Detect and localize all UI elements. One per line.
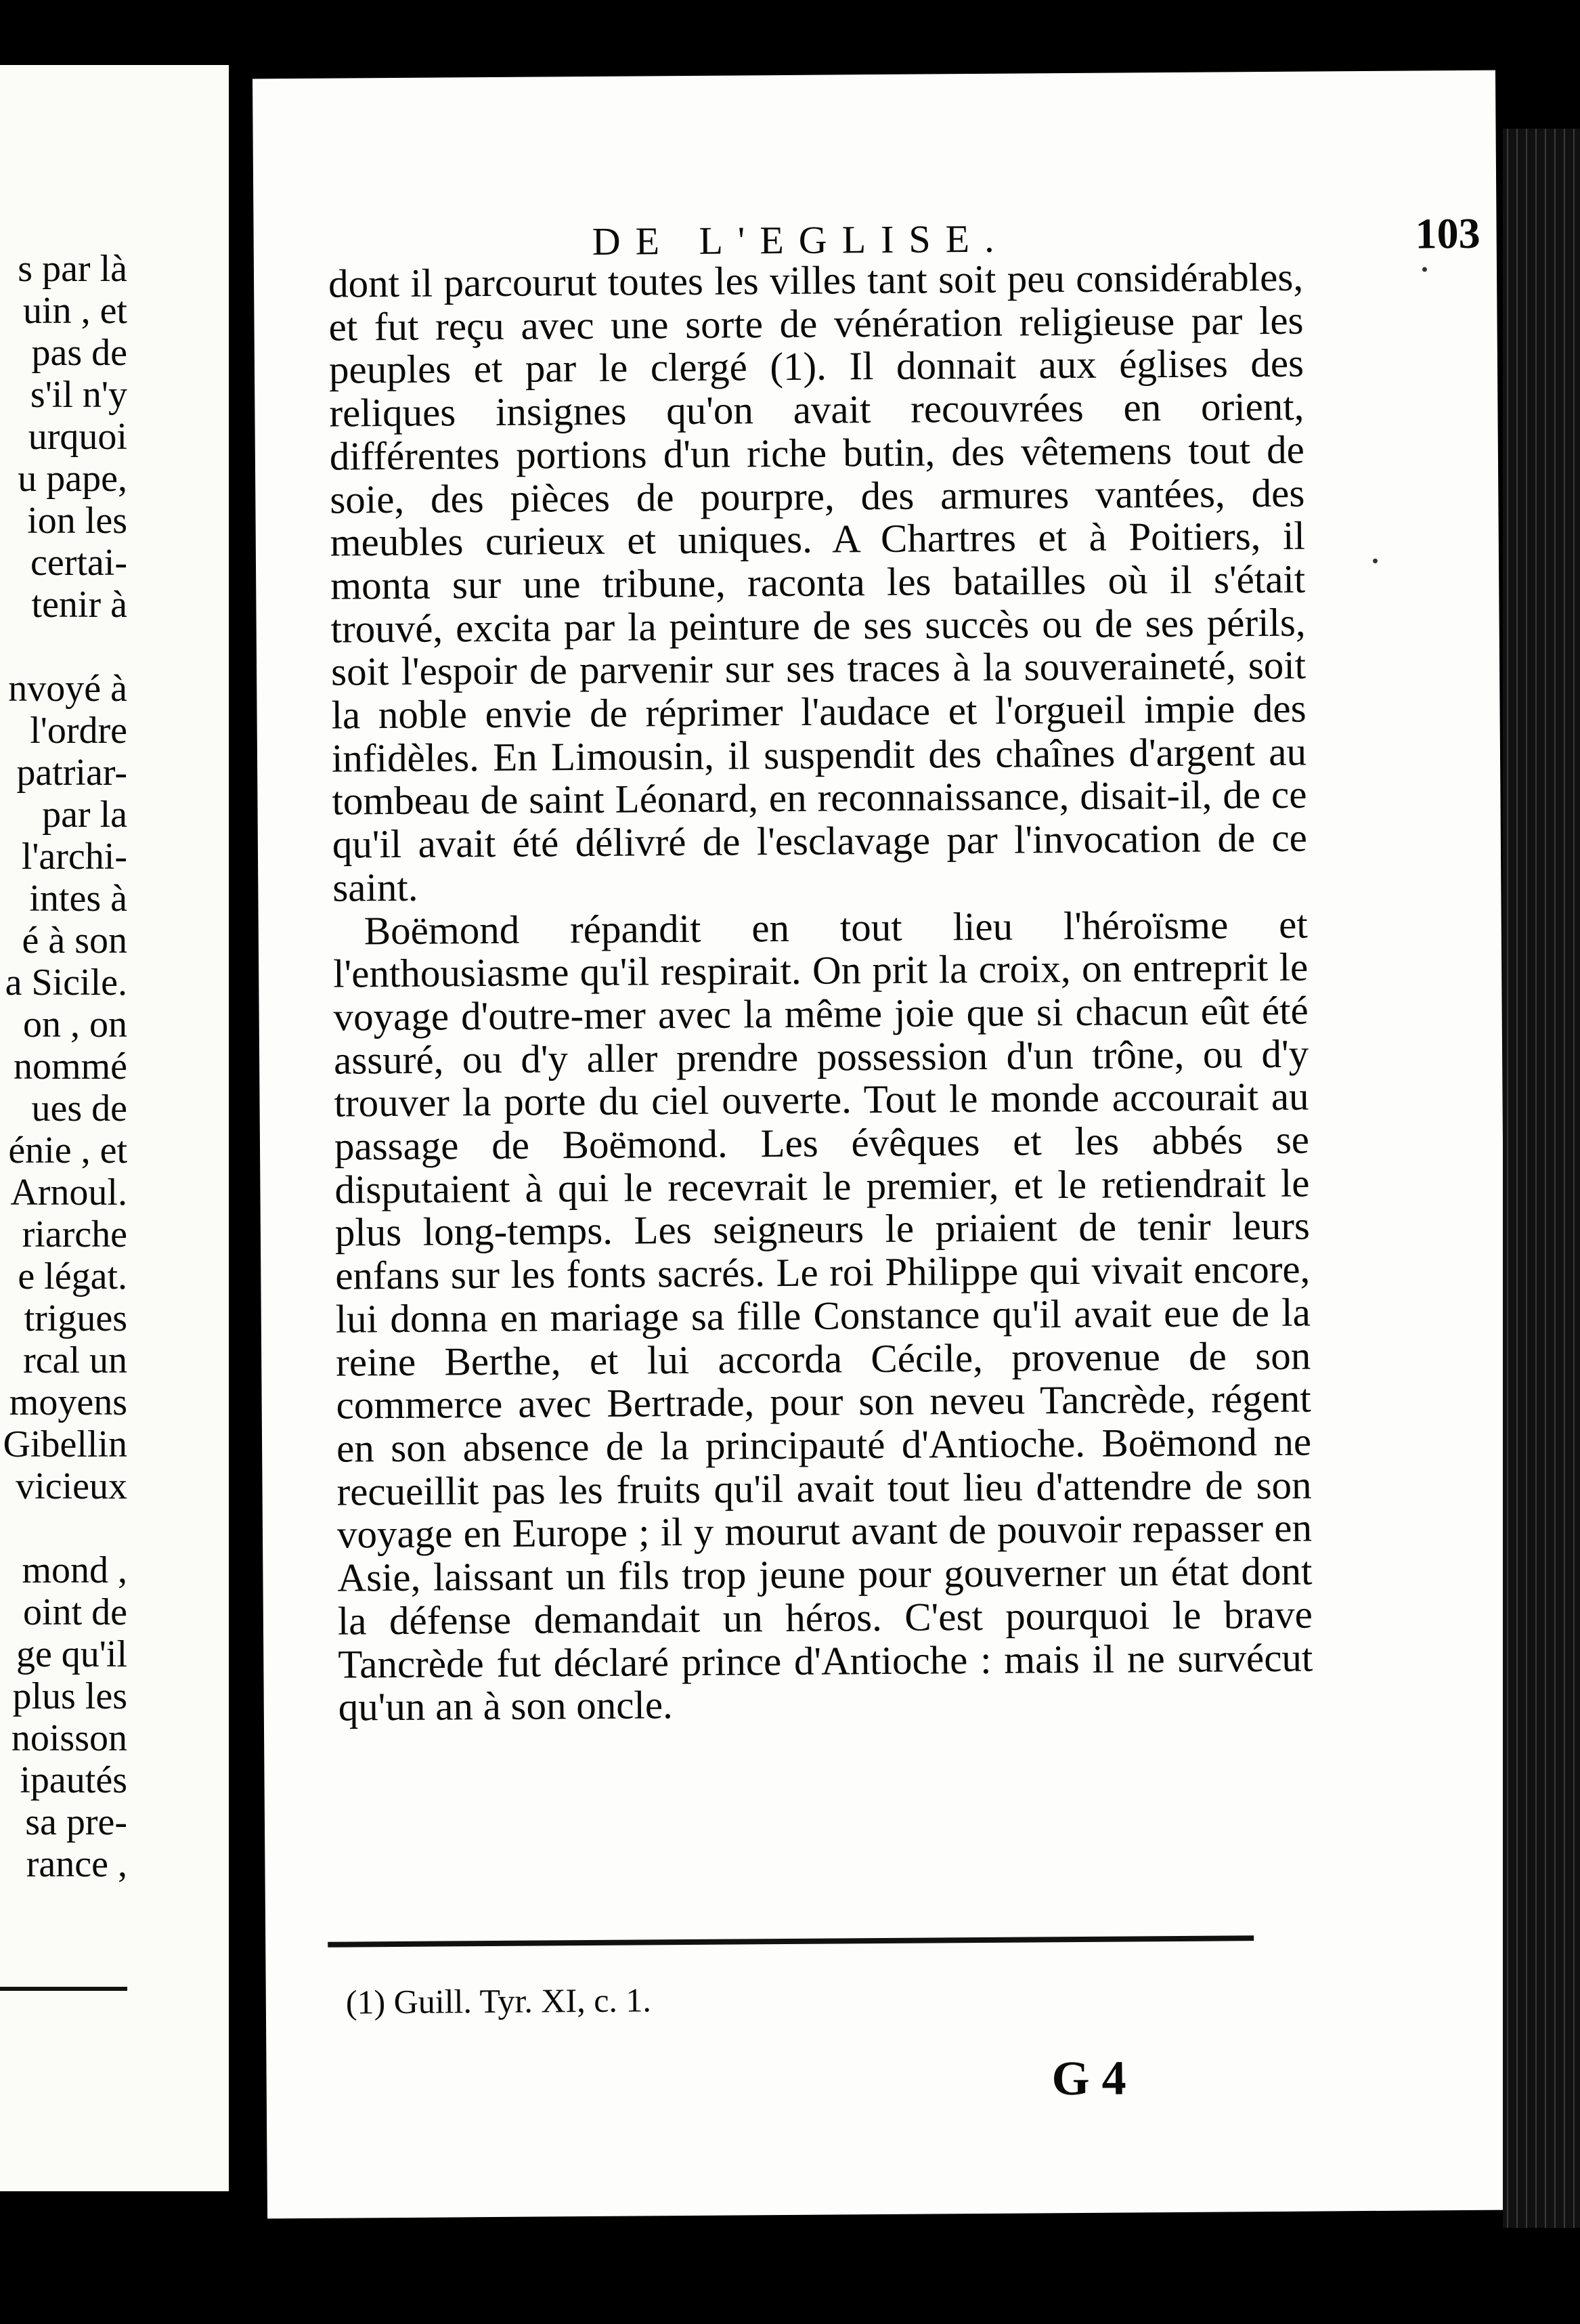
left-page-line: l'ordre [30,710,127,752]
left-page-line: rcal un [23,1339,127,1381]
left-page-line: trigues [24,1297,127,1339]
paragraph-1: dont il parcourut toutes les villes tant soit peu considérables, et fut reçu avec une sorte de vénération religieuse par les peuples et par le clergé (1). Il donnait aux églises des reliques insignes qu'on avait recouvrées en orient, différentes portions d'un riche butin, des vêtemens tout de soie, des pièces de pourpre, des armures vantées, des meubles curieux et uniques. A Chartres et à Poitiers, il monta sur une tribune, raconta les batailles où il s'était trouvé, excita par la peinture de ses succès ou de ses périls, soit l'espoir de parvenir sur ses traces à la souveraineté, soit la noble envie de réprimer l'audace et l'orgueil impie des infidèles. En Limousin, il suspendit des chaînes d'argent au tombeau de saint Léonard, en reconnaissance, disait-il, de ce qu'il avait été délivré de l'esclavage par l'invocation de ce saint. [328,254,1308,910]
left-page-line: é à son [22,920,127,962]
paragraph-2: Boëmond répandit en tout lieu l'héroïsme et l'enthousiasme qu'il respirait. On prit la croix, on entreprit le voyage d'outre-mer avec la même joie que si chacun eût été assuré, ou d'y aller prendre possession d'un trône, ou d'y trouver la porte du ciel ouverte. Tout le monde accourait au passage de Boëmond. Les évêques et les abbés se disputaient à qui le recevrait le premier, et le retiendrait le plus long-temps. Les seigneurs le priaient de tenir leurs enfans sur les fonts sacrés. Le roi Philippe qui vivait encore, lui donna en mariage sa fille Constance qu'il avait eue de la reine Berthe, et lui accorda Cécile, provenue de son commerce avec Bertrade, pour son neveu Tancrède, régent en son absence de la principauté d'Antioche. Boëmond ne recueillit pas les fruits qu'il avait tout lieu d'attendre de son voyage en Europe ; il y mourut avant de pouvoir repasser en Asie, laissant un fils trop jeune pour gouverner un état dont la défense demandait un héros. C'est pourquoi le brave Tancrède fut déclaré prince d'Antioche : mais il ne survécut qu'un an à son oncle. [332,901,1313,1729]
paper-speck [1373,559,1378,563]
left-page-line: par la [42,794,127,836]
footnote: (1) Guill. Tyr. XI, c. 1. [345,1981,652,2021]
left-page-line: ion les [27,500,127,542]
left-page-line: moyens [9,1381,127,1423]
left-page-line: s'il n'y [30,374,127,416]
left-page-line: ipautés [20,1759,127,1801]
body-text [328,256,1313,1729]
left-page-line: noisson [11,1717,127,1759]
left-page-line: e légat. [18,1255,127,1297]
left-page-line: pas de [31,332,127,374]
book-page [253,70,1510,2219]
left-page-line: tenir à [31,584,127,626]
left-page-line: plus les [12,1675,127,1717]
left-page-line: urquoi [28,416,127,458]
left-page-line: Arnoul. [10,1171,127,1213]
left-page-line: certai- [30,542,127,584]
footnote-rule [328,1935,1254,1948]
left-page-text-fragments [3,248,127,1885]
left-page-line: riarche [22,1213,127,1255]
left-page-line: on , on [23,1004,127,1046]
left-page-line: ues de [31,1088,127,1129]
left-page-line: a Sicile. [5,962,127,1004]
left-page-line: mond , [22,1549,127,1591]
left-page-footnote-rule [0,1987,127,1991]
left-page-line: uin , et [23,290,127,332]
left-page-line [3,626,127,668]
left-facing-page [0,65,229,2191]
page-edge-stack [1503,129,1580,2228]
left-page-line: vicieux [16,1465,127,1507]
left-page-line: oint de [23,1591,127,1633]
signature-mark: G 4 [1051,2050,1126,2106]
paper-speck [1422,267,1427,272]
left-page-line: nommé [14,1046,127,1088]
left-page-line: s par là [18,248,127,290]
left-page-line: rance , [26,1843,127,1885]
left-page-line: l'archi- [21,836,127,878]
left-page-line: u pape, [18,458,127,500]
left-page-line [3,1507,127,1549]
page-number: 103 [1415,209,1480,258]
left-page-line: intes à [29,878,127,920]
left-page-line: ge qu'il [16,1633,127,1675]
left-page-line: patriar- [16,752,127,794]
left-page-line: énie , et [8,1129,127,1171]
left-page-line: nvoyé à [8,668,127,710]
left-page-line: Gibellin [3,1423,127,1465]
running-title: DE L'EGLISE. [592,216,1009,263]
left-page-line: sa pre- [25,1801,127,1843]
